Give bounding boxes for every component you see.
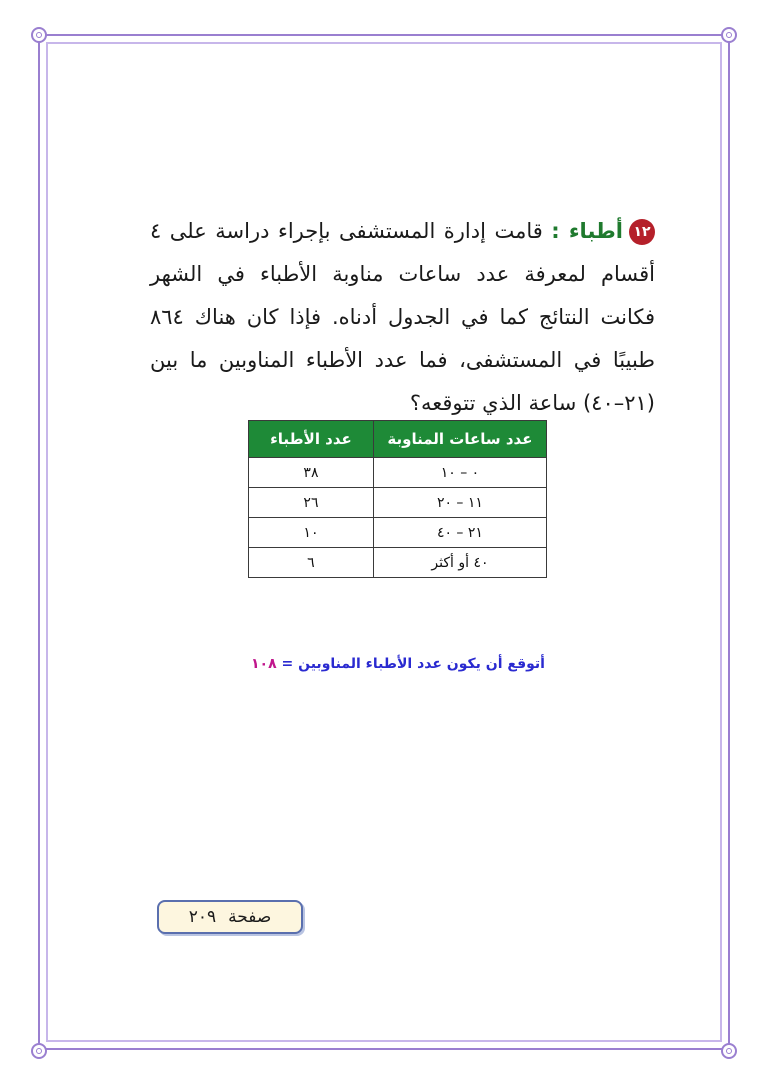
cell-count: ١٠ [249, 518, 374, 548]
cell-count: ٦ [249, 548, 374, 578]
page-number: ٢٠٩ [188, 907, 217, 927]
table-row [249, 458, 547, 488]
table-row [249, 548, 547, 578]
table-row [249, 488, 547, 518]
page-label: صفحة [228, 907, 272, 927]
corner-ornament-top-left [31, 27, 47, 43]
cell-hours: ١١ – ٢٠ [373, 488, 546, 518]
cell-hours: ٠ – ١٠ [373, 458, 546, 488]
cell-count: ٣٨ [249, 458, 374, 488]
question-number-badge: ١٢ [629, 219, 655, 245]
corner-ornament-bottom-right [721, 1043, 737, 1059]
duty-hours-table [248, 420, 547, 578]
answer-value: ١٠٨ [251, 656, 277, 672]
cell-count: ٢٦ [249, 488, 374, 518]
answer-line [150, 656, 545, 672]
cell-hours: ٤٠ أو أكثر [373, 548, 546, 578]
corner-ornament-top-right [721, 27, 737, 43]
table-header-row [249, 421, 547, 458]
answer-text: أتوقع أن يكون عدد الأطباء المناوبين = [276, 656, 545, 672]
problem-topic: أطباء : [551, 219, 623, 243]
page-number-badge [157, 900, 303, 934]
problem-statement [150, 210, 655, 425]
header-duty-hours: عدد ساعات المناوبة [373, 421, 546, 458]
header-doctor-count: عدد الأطباء [249, 421, 374, 458]
cell-hours: ٢١ – ٤٠ [373, 518, 546, 548]
corner-ornament-bottom-left [31, 1043, 47, 1059]
problem-text: قامت إدارة المستشفى بإجراء دراسة على ٤ أقسام لمعرفة عدد ساعات مناوبة الأطباء في الشهر فكانت النتائج كما في الجدول أدناه. فإذا كان هناك ٨٦٤ طبيبًا في المستشفى، فما عدد الأطباء المناوبين ما بين (٢١–٤٠) ساعة الذي تتوقعه؟ [150, 219, 655, 415]
table-row [249, 518, 547, 548]
